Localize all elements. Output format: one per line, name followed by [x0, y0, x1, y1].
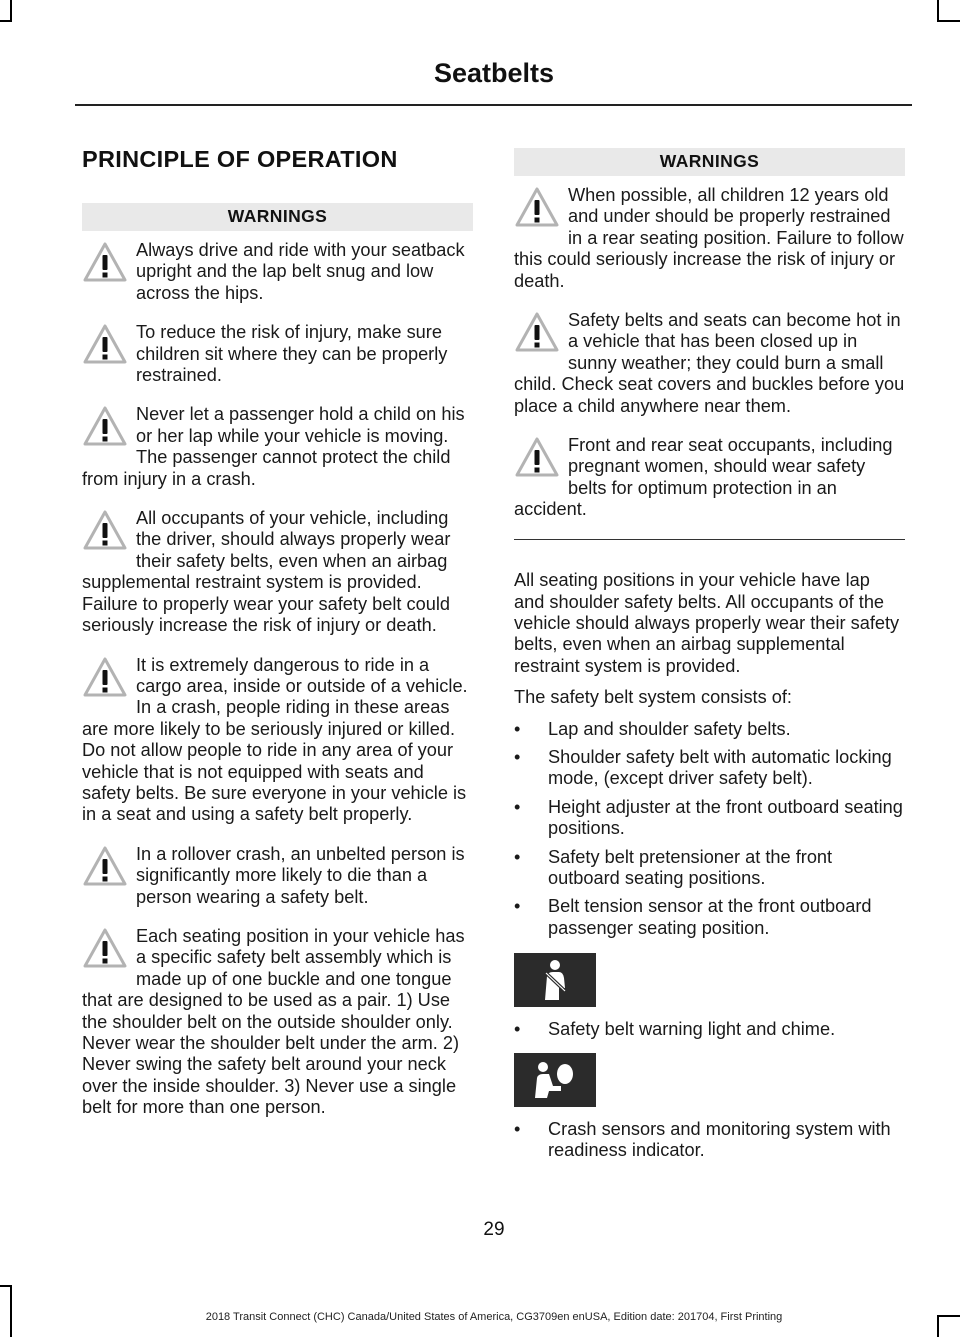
list-item-text: Safety belt pretensioner at the front outboard seating positions. — [548, 846, 833, 889]
warnings-header: WARNINGS — [82, 203, 473, 231]
warning-triangle-icon — [82, 240, 136, 288]
footer-text: 2018 Transit Connect (CHC) Canada/United States of America, CG3709en enUSA, Edition date: 201704, First Printing — [205, 1311, 783, 1323]
bullet: • — [514, 747, 521, 768]
list-item-text: Height adjuster at the front outboard seating positions. — [548, 796, 903, 839]
bullet: • — [514, 796, 521, 817]
warning-triangle-icon — [514, 435, 568, 483]
section-title: PRINCIPLE OF OPERATION — [82, 146, 398, 172]
warning-triangle-icon — [514, 185, 568, 233]
list-item — [514, 896, 905, 939]
header-rule — [75, 104, 912, 106]
crop-mark — [0, 20, 12, 22]
system-label: The safety belt system consists of: — [514, 687, 792, 708]
bullet: • — [514, 846, 521, 867]
warning-text: It is extremely dangerous to ride in a cargo area, inside or outside of a vehicle. In a crash, people riding in these areas are more likely to be seriously injured or killed. Do not allow people to ride in any area of your vehicle that is not equipped with seats and safety belts. Be sure everyone in your vehicle is in a seat and using a safety belt properly. — [82, 654, 468, 825]
warning-item — [514, 310, 905, 417]
warning-text: Safety belts and seats can become hot in a vehicle that has been closed up in sunny weather; they could burn a small child. Check seat covers and buckles before you place a child anywhere near them. — [514, 310, 905, 416]
warning-triangle-icon — [82, 322, 136, 370]
list-item-text: Safety belt warning light and chime. — [548, 1019, 836, 1040]
warning-item — [514, 185, 905, 292]
list-item-text: Belt tension sensor at the front outboard passenger seating position. — [548, 896, 872, 938]
warning-text: When possible, all children 12 years old and under should be properly restrained in a rear seating position. Failure to follow this could seriously increase the risk of injury or death. — [514, 185, 904, 291]
list-item — [514, 719, 905, 740]
warning-triangle-icon — [82, 655, 136, 703]
warning-text: All occupants of your vehicle, including the driver, should always properly wear their safety belts, even when an airbag supplemental restraint system is provided. Failure to properly wear your safety belt could seriously increase the risk of injury or death. — [82, 508, 451, 636]
warnings-list — [82, 240, 473, 1119]
warning-text: Never let a passenger hold a child on his or her lap while your vehicle is moving. The passenger cannot protect the child from injury in a crash. — [82, 404, 465, 489]
warning-text: To reduce the risk of injury, make sure children sit where they can be properly restrained. — [136, 322, 448, 386]
warning-triangle-icon — [82, 926, 136, 974]
list-item-text: Lap and shoulder safety belts. — [548, 718, 791, 739]
crop-mark — [0, 1285, 12, 1287]
list-item — [514, 747, 905, 790]
right-column — [514, 148, 905, 1169]
warning-triangle-icon — [514, 310, 568, 358]
bullet: • — [514, 1118, 521, 1139]
warning-item — [514, 435, 905, 521]
warning-triangle-icon — [82, 404, 136, 452]
warning-light-list — [514, 1019, 905, 1040]
airbag-indicator-icon — [514, 1053, 596, 1107]
bullet: • — [514, 896, 521, 917]
list-item — [514, 1119, 905, 1162]
warning-triangle-icon — [82, 508, 136, 556]
warning-text: Front and rear seat occupants, including pregnant women, should wear safety belts for optimum protection in an accident. — [514, 435, 893, 520]
intro-paragraph: All seating positions in your vehicle have lap and shoulder safety belts. All occupants of the vehicle should always properly wear their safety belts, even when an airbag supplemental restraint system is provided. — [514, 570, 900, 676]
seatbelt-warning-icon — [514, 953, 596, 1007]
warning-text: Always drive and ride with your seatback upright and the lap belt snug and low across the hips. — [136, 240, 465, 303]
warning-item — [82, 508, 473, 636]
page-title: Seatbelts — [433, 58, 555, 88]
list-item-text: Shoulder safety belt with automatic locking mode, (except driver safety belt). — [548, 747, 892, 789]
warnings-header: WARNINGS — [514, 148, 905, 176]
warning-triangle-icon — [82, 844, 136, 892]
warning-item — [82, 240, 473, 304]
warning-item — [82, 322, 473, 386]
warnings-end-rule — [514, 539, 905, 541]
left-column — [82, 140, 473, 1137]
crop-mark — [10, 0, 12, 22]
warning-text: Each seating position in your vehicle has a specific safety belt assembly which is made up of one buckle and one tongue that are designed to be used as a pair. 1) Use the shoulder belt on the outside shoulder only. Never wear the shoulder belt under the arm. 2) Never swing the safety belt around your neck over the inside shoulder. 3) Never use a single belt for more than one person. — [82, 925, 465, 1118]
crash-sensors-list — [514, 1119, 905, 1162]
warning-item — [82, 844, 473, 908]
list-item — [514, 847, 905, 890]
crop-mark — [937, 20, 960, 22]
warning-item — [82, 655, 473, 826]
warning-item — [82, 404, 473, 490]
bullet: • — [514, 718, 521, 739]
warning-text: In a rollover crash, an unbelted person is significantly more likely to die than a person wearing a safety belt. — [136, 843, 465, 907]
components-list — [514, 719, 905, 940]
crop-mark — [937, 0, 939, 22]
list-item — [514, 1019, 905, 1040]
warnings-list — [514, 185, 905, 521]
list-item — [514, 797, 905, 840]
list-item-text: Crash sensors and monitoring system with readiness indicator. — [548, 1118, 891, 1161]
warning-item — [82, 926, 473, 1119]
page-number: 29 — [483, 1219, 505, 1240]
bullet: • — [514, 1019, 521, 1040]
